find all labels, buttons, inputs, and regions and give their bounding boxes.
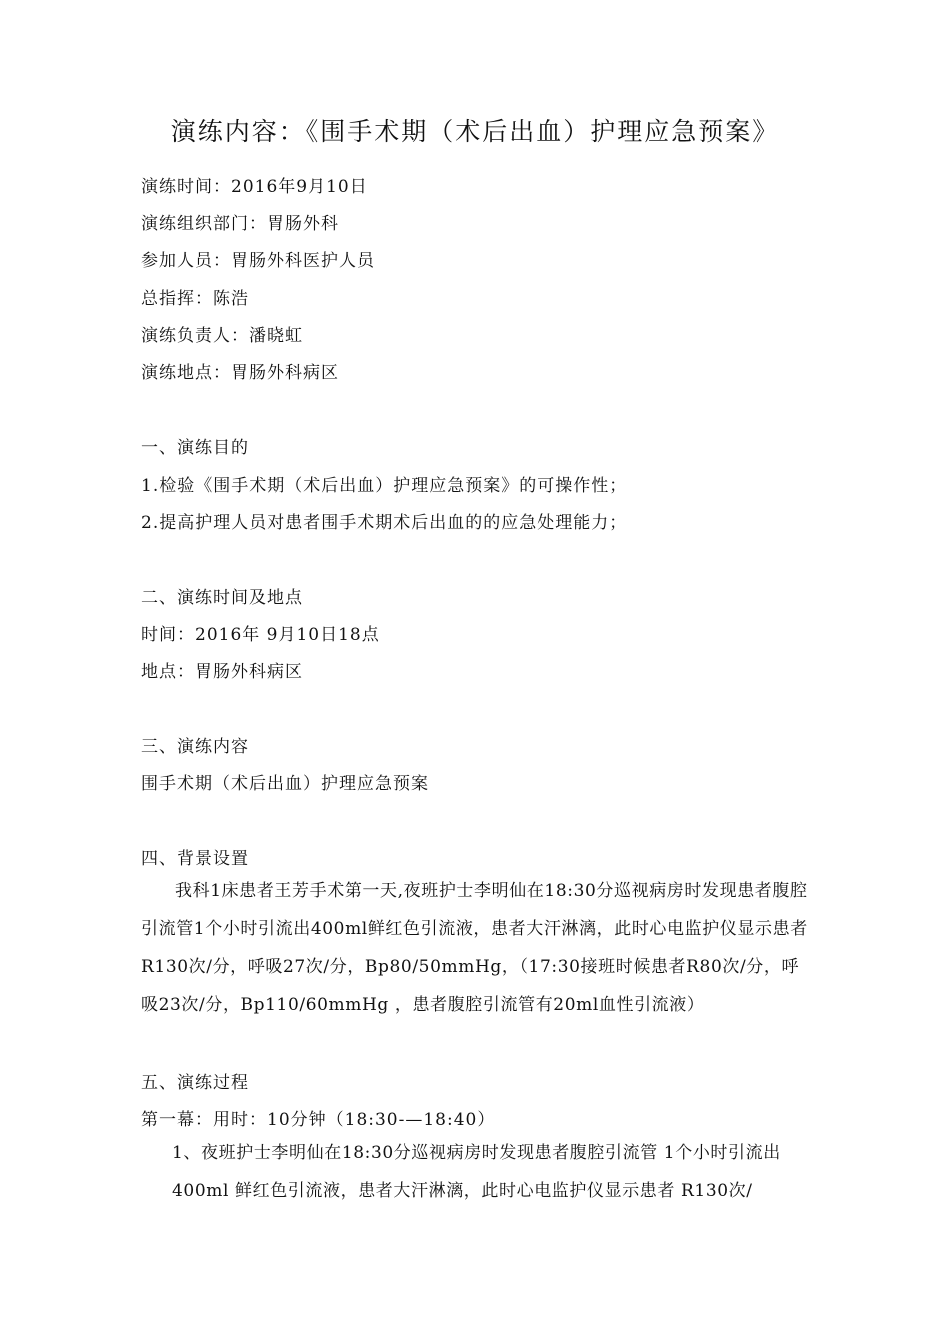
section2-time: 时间：2016年 9月10日18点 — [141, 625, 380, 645]
page-title: 演练内容：《围手术期（术后出血）护理应急预案》 — [170, 117, 780, 146]
section4-paragraph: 我科1床患者王芳手术第一天,夜班护士李明仙在18:30分巡视病房时发现患者腹腔引流管1个小时引流出400ml鲜红色引流液，患者大汗淋漓，此时心电监护仪显示患者R130次/分，呼吸27次/分，Bp80/50mmHg，（17:30接班时候患者R80次/分，呼吸23次/分，Bp110/60mmHg ，患者腹腔引流管有20ml血性引流液） — [141, 881, 808, 1015]
section2-place: 地点：胃肠外科病区 — [141, 662, 303, 682]
info-participants: 参加人员：胃肠外科医护人员 — [141, 251, 375, 271]
section1-heading: 一、演练目的 — [141, 438, 249, 458]
section1-item-2: 2.提高护理人员对患者围手术期术后出血的的应急处理能力； — [141, 513, 628, 533]
section5-heading: 五、演练过程 — [141, 1073, 249, 1093]
section4-heading: 四、背景设置 — [141, 849, 249, 869]
info-location: 演练地点：胃肠外科病区 — [141, 363, 339, 383]
section2-heading: 二、演练时间及地点 — [141, 588, 303, 608]
info-leader: 演练负责人：潘晓虹 — [141, 326, 303, 346]
section1-item-1: 1.检验《围手术期（术后出血）护理应急预案》的可操作性； — [141, 476, 628, 496]
section5-step-1: 1、夜班护士李明仙在18:30分巡视病房时发现患者腹腔引流管 1个小时引流出400ml 鲜红色引流液，患者大汗淋漓，此时心电监护仪显示患者 R130次/ — [172, 1143, 781, 1201]
section3-content: 围手术期（术后出血）护理应急预案 — [141, 774, 429, 794]
section5-scene-1: 第一幕：用时：10分钟（18:30-—18:40） — [141, 1110, 496, 1130]
info-time: 演练时间：2016年9月10日 — [141, 177, 368, 197]
info-commander: 总指挥：陈浩 — [141, 289, 249, 309]
info-department: 演练组织部门：胃肠外科 — [141, 214, 339, 234]
section3-heading: 三、演练内容 — [141, 737, 249, 757]
